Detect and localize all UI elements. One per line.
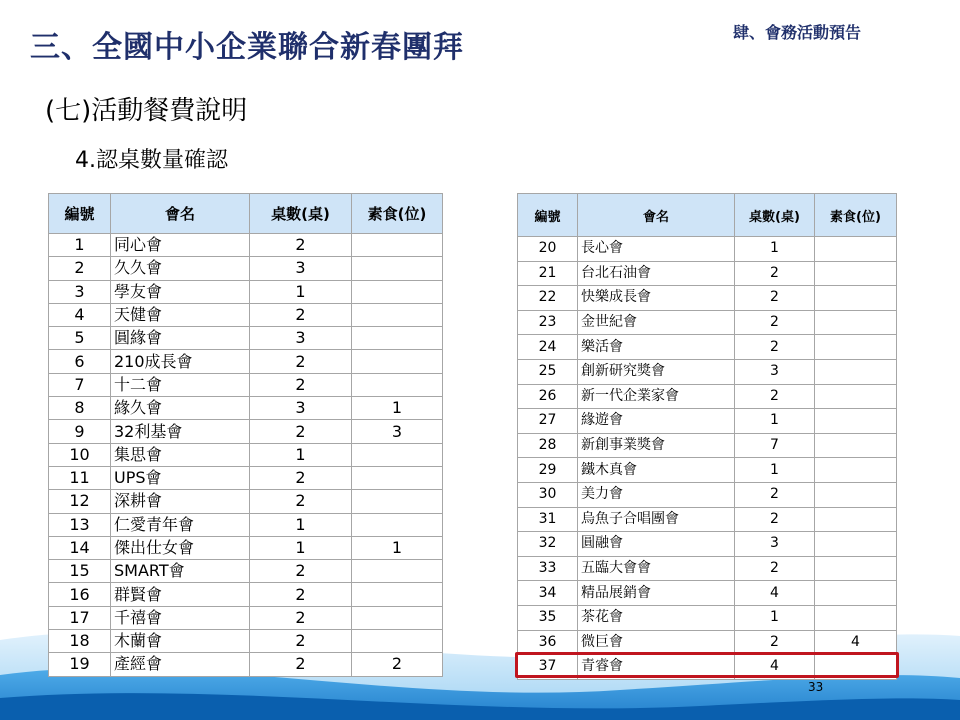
cell-tables: 2	[250, 234, 352, 257]
cell-name: 學友會	[111, 280, 250, 303]
cell-tables: 2	[250, 583, 352, 606]
cell-vegetarian	[352, 280, 443, 303]
cell-name: 快樂成長會	[578, 286, 735, 311]
cell-tables: 2	[250, 653, 352, 676]
column-header-name: 會名	[578, 194, 735, 237]
cell-tables: 2	[735, 310, 815, 335]
cell-vegetarian	[352, 513, 443, 536]
cell-vegetarian	[815, 286, 897, 311]
cell-name: 天健會	[111, 303, 250, 326]
cell-name: SMART會	[111, 560, 250, 583]
cell-name: 久久會	[111, 257, 250, 280]
cell-number: 18	[49, 630, 111, 653]
cell-vegetarian	[815, 605, 897, 630]
cell-number: 23	[518, 310, 578, 335]
cell-number: 21	[518, 261, 578, 286]
cell-name: 同心會	[111, 234, 250, 257]
cell-tables: 1	[250, 536, 352, 559]
table-row	[518, 605, 897, 630]
cell-name: 集思會	[111, 443, 250, 466]
cell-name: 仁愛青年會	[111, 513, 250, 536]
table-row	[518, 335, 897, 360]
cell-name: 圓融會	[578, 532, 735, 557]
cell-name: 精品展銷會	[578, 581, 735, 606]
cell-number: 6	[49, 350, 111, 373]
section-subsubtitle: 4.認桌數量確認	[75, 148, 228, 173]
column-header-vegetarian: 素食(位)	[815, 194, 897, 237]
cell-name: 金世紀會	[578, 310, 735, 335]
cell-vegetarian	[352, 350, 443, 373]
cell-name: 千禧會	[111, 606, 250, 629]
cell-vegetarian	[815, 384, 897, 409]
cell-number: 24	[518, 335, 578, 360]
cell-vegetarian	[815, 532, 897, 557]
cell-number: 36	[518, 630, 578, 655]
cell-vegetarian	[352, 490, 443, 513]
cell-number: 13	[49, 513, 111, 536]
cell-vegetarian	[815, 359, 897, 384]
cell-tables: 2	[250, 560, 352, 583]
cell-vegetarian: 2	[352, 653, 443, 676]
cell-tables: 2	[735, 335, 815, 360]
column-header-vegetarian: 素食(位)	[352, 194, 443, 234]
cell-name: 長心會	[578, 237, 735, 262]
table-row	[518, 409, 897, 434]
table-row	[518, 286, 897, 311]
cell-name: 32利基會	[111, 420, 250, 443]
cell-tables: 2	[735, 286, 815, 311]
cell-tables: 4	[735, 655, 815, 680]
table-row	[518, 237, 897, 262]
cell-tables: 2	[735, 630, 815, 655]
cell-number: 19	[49, 653, 111, 676]
cell-tables: 3	[250, 327, 352, 350]
cell-name: 樂活會	[578, 335, 735, 360]
cell-number: 34	[518, 581, 578, 606]
cell-tables: 1	[735, 458, 815, 483]
cell-number: 1	[49, 234, 111, 257]
cell-name: 深耕會	[111, 490, 250, 513]
cell-vegetarian	[352, 560, 443, 583]
column-header-tables: 桌數(桌)	[735, 194, 815, 237]
cell-number: 8	[49, 397, 111, 420]
cell-name: 微巨會	[578, 630, 735, 655]
table-row	[49, 536, 443, 559]
cell-tables: 3	[735, 532, 815, 557]
page-number: 33	[808, 680, 824, 694]
table-row	[518, 359, 897, 384]
cell-number: 12	[49, 490, 111, 513]
cell-number: 32	[518, 532, 578, 557]
cell-vegetarian	[352, 303, 443, 326]
cell-name: 美力會	[578, 482, 735, 507]
column-header-name: 會名	[111, 194, 250, 234]
table-row	[49, 560, 443, 583]
cell-vegetarian	[815, 433, 897, 458]
cell-name: 210成長會	[111, 350, 250, 373]
cell-vegetarian	[352, 373, 443, 396]
cell-name: 五臨大會會	[578, 556, 735, 581]
cell-vegetarian	[352, 443, 443, 466]
table-row	[518, 482, 897, 507]
cell-name: 烏魚子合唱團會	[578, 507, 735, 532]
cell-name: 青睿會	[578, 655, 735, 680]
cell-tables: 3	[250, 397, 352, 420]
table-row	[49, 443, 443, 466]
cell-number: 11	[49, 466, 111, 489]
cell-number: 2	[49, 257, 111, 280]
table-row	[49, 606, 443, 629]
table-row	[49, 583, 443, 606]
cell-number: 25	[518, 359, 578, 384]
cell-name: 十二會	[111, 373, 250, 396]
cell-vegetarian	[352, 606, 443, 629]
highlight-box	[515, 652, 899, 678]
cell-vegetarian	[815, 458, 897, 483]
table-row	[49, 280, 443, 303]
cell-tables: 2	[735, 384, 815, 409]
cell-vegetarian	[815, 409, 897, 434]
cell-name: 新創事業獎會	[578, 433, 735, 458]
table-row	[49, 327, 443, 350]
cell-vegetarian	[815, 310, 897, 335]
cell-tables: 1	[735, 605, 815, 630]
cell-number: 5	[49, 327, 111, 350]
cell-tables: 2	[735, 482, 815, 507]
table-row	[518, 310, 897, 335]
cell-number: 37	[518, 655, 578, 680]
cell-tables: 2	[250, 490, 352, 513]
cell-name: 創新研究獎會	[578, 359, 735, 384]
column-header-tables: 桌數(桌)	[250, 194, 352, 234]
section-subtitle: (七)活動餐費說明	[45, 96, 248, 126]
cell-tables: 2	[250, 466, 352, 489]
column-header-number: 編號	[49, 194, 111, 234]
table-row	[49, 420, 443, 443]
cell-vegetarian	[815, 556, 897, 581]
cell-vegetarian	[815, 507, 897, 532]
cell-number: 16	[49, 583, 111, 606]
table-row	[49, 490, 443, 513]
table-row	[518, 433, 897, 458]
cell-name: 緣久會	[111, 397, 250, 420]
cell-vegetarian	[815, 237, 897, 262]
cell-number: 7	[49, 373, 111, 396]
table-row	[49, 630, 443, 653]
cell-number: 9	[49, 420, 111, 443]
cell-name: 圓緣會	[111, 327, 250, 350]
cell-number: 35	[518, 605, 578, 630]
cell-vegetarian	[815, 261, 897, 286]
cell-number: 17	[49, 606, 111, 629]
table-row	[49, 513, 443, 536]
cell-name: 台北石油會	[578, 261, 735, 286]
table-row	[49, 350, 443, 373]
cell-tables: 1	[250, 513, 352, 536]
cell-tables: 2	[250, 350, 352, 373]
table-left	[48, 193, 443, 677]
cell-name: 新一代企業家會	[578, 384, 735, 409]
table-row	[49, 397, 443, 420]
cell-vegetarian	[352, 257, 443, 280]
table-row	[49, 257, 443, 280]
cell-number: 15	[49, 560, 111, 583]
cell-vegetarian: 3	[352, 420, 443, 443]
cell-tables: 3	[735, 359, 815, 384]
cell-vegetarian	[815, 335, 897, 360]
cell-name: 產經會	[111, 653, 250, 676]
cell-number: 10	[49, 443, 111, 466]
cell-name: 群賢會	[111, 583, 250, 606]
cell-vegetarian	[815, 581, 897, 606]
cell-vegetarian	[815, 482, 897, 507]
cell-tables: 3	[250, 257, 352, 280]
cell-number: 27	[518, 409, 578, 434]
cell-tables: 2	[250, 606, 352, 629]
cell-number: 33	[518, 556, 578, 581]
cell-tables: 2	[250, 373, 352, 396]
table-right	[517, 193, 897, 680]
table-header-row	[518, 194, 897, 237]
table-row	[49, 234, 443, 257]
cell-number: 29	[518, 458, 578, 483]
table-row	[518, 384, 897, 409]
table-row	[518, 261, 897, 286]
cell-name: UPS會	[111, 466, 250, 489]
cell-tables: 2	[250, 303, 352, 326]
cell-number: 31	[518, 507, 578, 532]
cell-tables: 7	[735, 433, 815, 458]
cell-number: 22	[518, 286, 578, 311]
cell-vegetarian: 4	[815, 630, 897, 655]
cell-name: 茶花會	[578, 605, 735, 630]
cell-tables: 2	[250, 420, 352, 443]
page-title: 三、全國中小企業聯合新春團拜	[30, 30, 464, 65]
cell-number: 14	[49, 536, 111, 559]
cell-vegetarian	[352, 583, 443, 606]
cell-number: 3	[49, 280, 111, 303]
cell-number: 28	[518, 433, 578, 458]
cell-name: 緣遊會	[578, 409, 735, 434]
table-row	[49, 653, 443, 676]
cell-number: 30	[518, 482, 578, 507]
table-row	[518, 630, 897, 655]
cell-tables: 4	[735, 581, 815, 606]
table-row	[518, 532, 897, 557]
table-row	[518, 458, 897, 483]
table-row	[518, 507, 897, 532]
cell-tables: 2	[735, 261, 815, 286]
cell-vegetarian: 1	[352, 397, 443, 420]
column-header-number: 編號	[518, 194, 578, 237]
cell-name: 鐵木真會	[578, 458, 735, 483]
cell-vegetarian: 1	[352, 536, 443, 559]
cell-vegetarian	[352, 327, 443, 350]
cell-tables: 2	[250, 630, 352, 653]
cell-vegetarian	[352, 466, 443, 489]
cell-number: 26	[518, 384, 578, 409]
table-row	[49, 373, 443, 396]
cell-tables: 1	[250, 280, 352, 303]
cell-tables: 1	[735, 237, 815, 262]
cell-vegetarian	[352, 630, 443, 653]
table-row	[518, 581, 897, 606]
cell-tables: 1	[735, 409, 815, 434]
table-row	[49, 466, 443, 489]
table-row	[49, 303, 443, 326]
table-row	[518, 556, 897, 581]
cell-tables: 1	[250, 443, 352, 466]
cell-number: 4	[49, 303, 111, 326]
cell-number: 20	[518, 237, 578, 262]
cell-tables: 2	[735, 556, 815, 581]
cell-name: 木蘭會	[111, 630, 250, 653]
cell-tables: 2	[735, 507, 815, 532]
cell-name: 傑出仕女會	[111, 536, 250, 559]
table-header-row	[49, 194, 443, 234]
section-tag: 肆、會務活動預告	[733, 23, 862, 42]
cell-vegetarian	[352, 234, 443, 257]
